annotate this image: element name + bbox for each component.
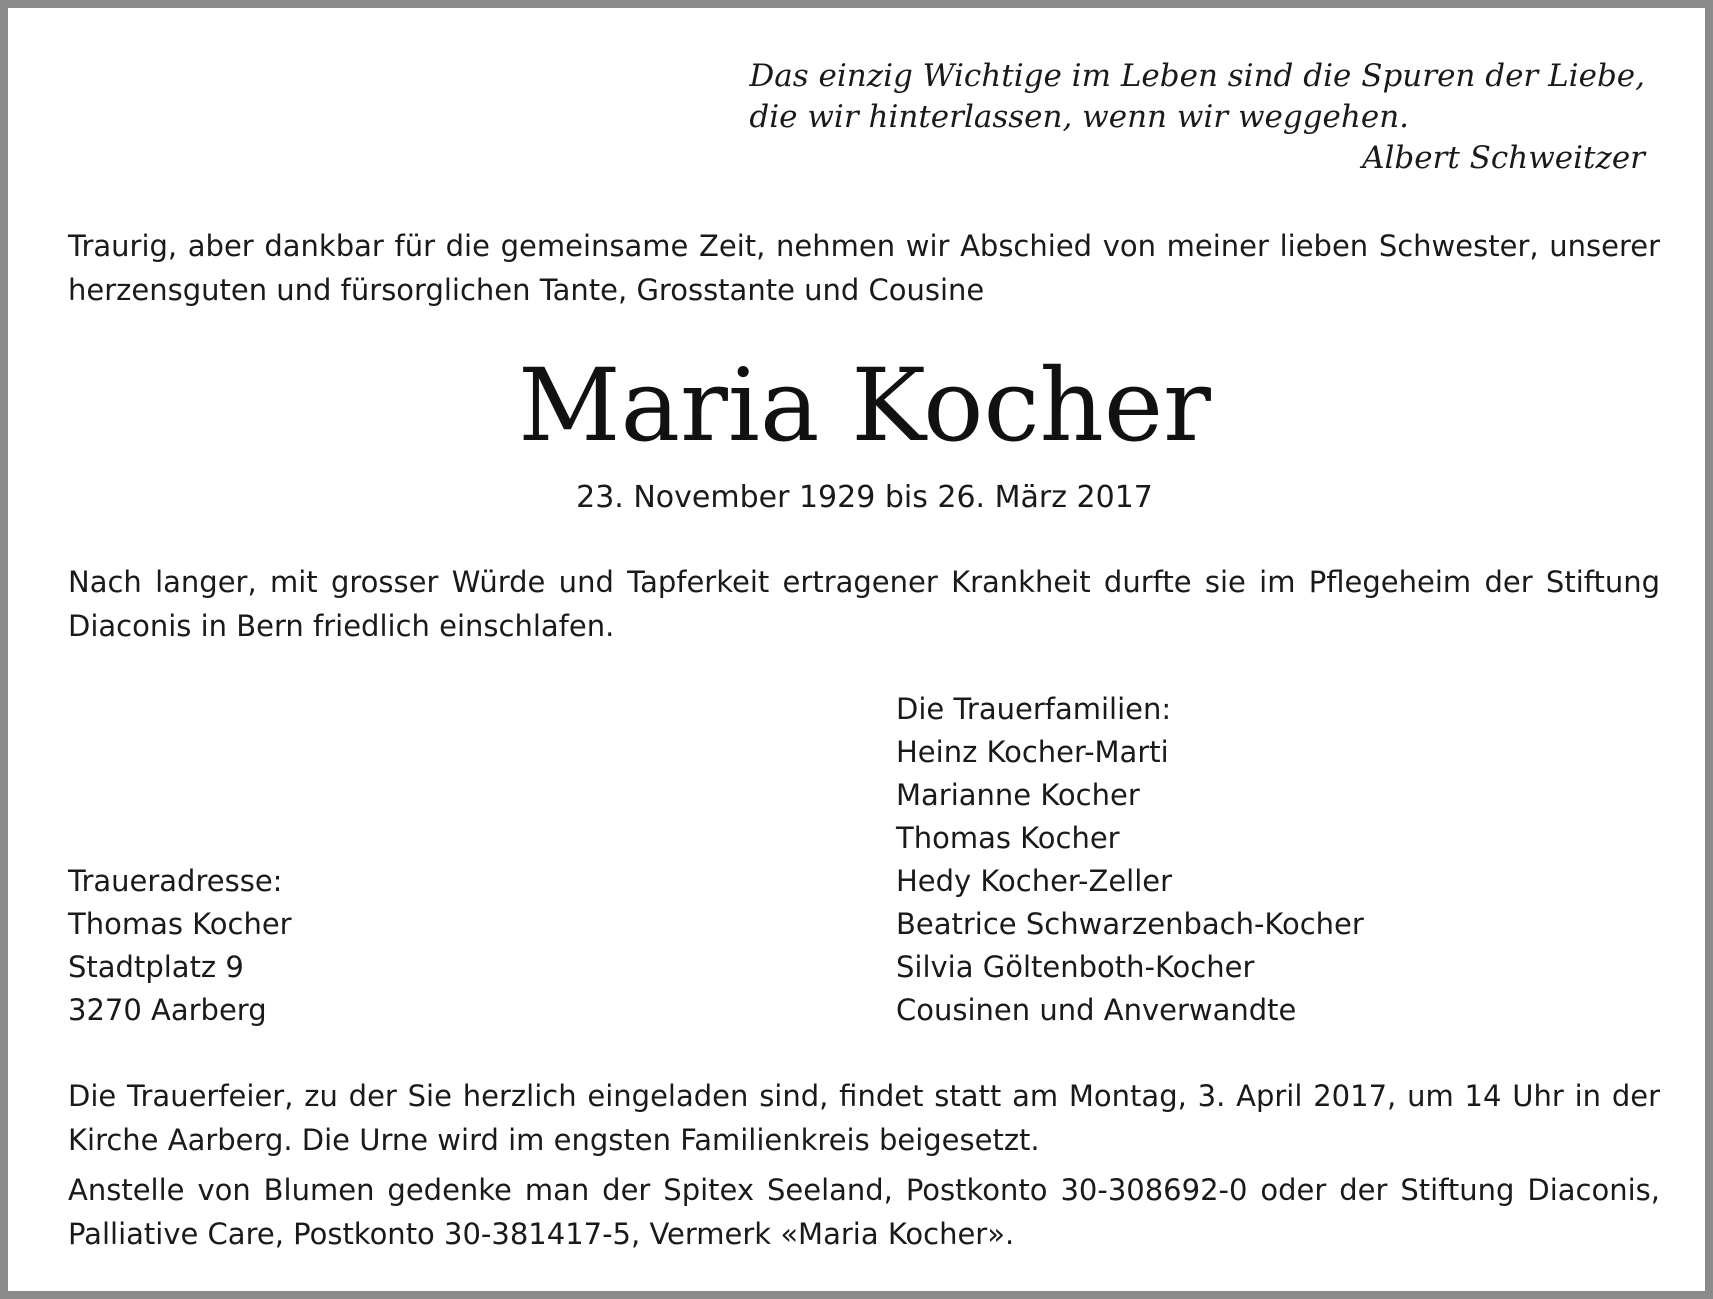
- address-name: Thomas Kocher: [68, 907, 292, 941]
- address-heading: Traueradresse:: [68, 864, 283, 898]
- mourning-address: [68, 860, 292, 1032]
- family-member: Silvia Göltenboth-Kocher: [896, 950, 1255, 984]
- family-member: Cousinen und Anverwandte: [896, 993, 1297, 1027]
- address-street: Stadtplatz 9: [68, 950, 244, 984]
- family-member: Heinz Kocher-Marti: [896, 735, 1169, 769]
- quote-line-2: die wir hinterlassen, wenn wir weggehen.: [749, 99, 1410, 135]
- family-member: Hedy Kocher-Zeller: [896, 864, 1173, 898]
- family-member: Marianne Kocher: [896, 778, 1140, 812]
- address-city: 3270 Aarberg: [68, 993, 267, 1027]
- epigraph-quote: [749, 56, 1645, 179]
- quote-author: Albert Schweitzer: [1362, 140, 1645, 176]
- donation-paragraph: Anstelle von Blumen gedenke man der Spitex Seeland, Postkonto 30-308692-0 oder der Stiftung Diaconis, Palliative Care, Postkonto 30-381417-5, Vermerk «Maria Kocher».: [68, 1173, 1660, 1251]
- illness-paragraph: Nach langer, mit grosser Würde und Tapferkeit ertragener Krankheit durfte sie im Pflegeheim der Stiftung Diaconis in Bern friedlich einschlafen.: [68, 565, 1660, 643]
- mourning-families: [896, 688, 1364, 1032]
- family-member: Beatrice Schwarzenbach-Kocher: [896, 907, 1364, 941]
- quote-line-1: Das einzig Wichtige im Leben sind die Spuren der Liebe,: [749, 58, 1645, 94]
- ceremony-paragraph: Die Trauerfeier, zu der Sie herzlich eingeladen sind, findet statt am Montag, 3. April 2017, um 14 Uhr in der Kirche Aarberg. Die Urne wird im engsten Familienkreis beigesetzt.: [68, 1079, 1660, 1157]
- families-heading: Die Trauerfamilien:: [896, 692, 1172, 726]
- deceased-name: Maria Kocher: [518, 347, 1211, 464]
- family-member: Thomas Kocher: [896, 821, 1120, 855]
- intro-paragraph: Traurig, aber dankbar für die gemeinsame Zeit, nehmen wir Abschied von meiner lieben Schwester, unserer herzensguten und fürsorglichen Tante, Grosstante und Cousine: [68, 229, 1660, 307]
- life-dates: 23. November 1929 bis 26. März 2017: [576, 480, 1153, 515]
